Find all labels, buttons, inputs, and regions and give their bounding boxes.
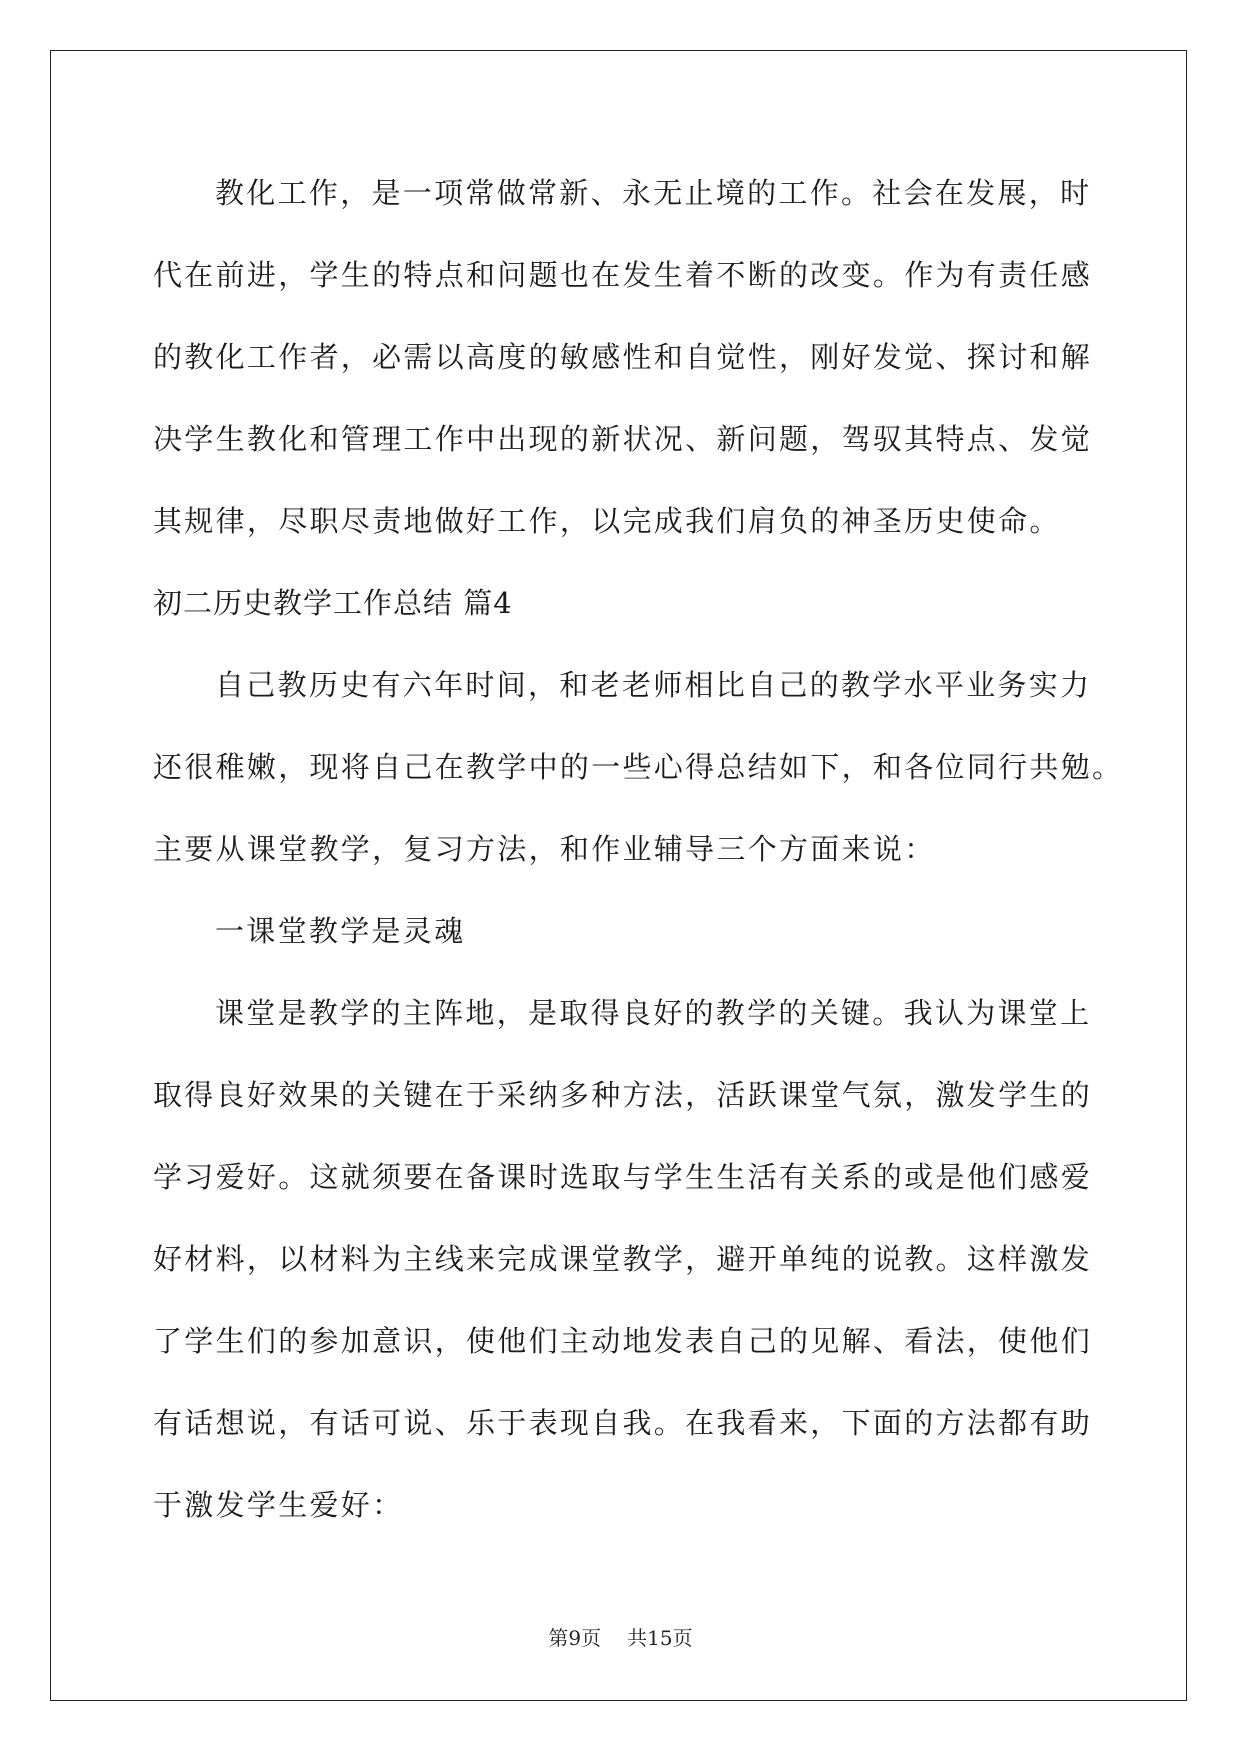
- paragraph-line: 好材料，以材料为主线来完成课堂教学，避开单纯的说教。这样激发: [153, 1242, 1093, 1276]
- page-total: 共15页: [627, 1626, 693, 1650]
- subheading: 一课堂教学是灵魂: [215, 914, 466, 948]
- paragraph-line: 的教化工作者，必需以高度的敏感性和自觉性，刚好发觉、探讨和解: [153, 340, 1093, 374]
- paragraph-line: 还很稚嫩，现将自己在教学中的一些心得总结如下，和各位同行共勉。: [153, 750, 1124, 784]
- page-footer: [0, 1622, 1241, 1651]
- document-body: [153, 160, 1124, 1554]
- paragraph-line: 自己教历史有六年时间，和老老师相比自己的教学水平业务实力: [215, 668, 1092, 702]
- page-number: 第9页: [548, 1626, 602, 1650]
- paragraph-line: 决学生教化和管理工作中出现的新状况、新问题，驾驭其特点、发觉: [153, 422, 1093, 456]
- paragraph-line: 主要从课堂教学，复习方法，和作业辅导三个方面来说：: [153, 832, 936, 866]
- paragraph-line: 有话想说，有话可说、乐于表现自我。在我看来，下面的方法都有助: [153, 1406, 1093, 1440]
- paragraph-line: 于激发学生爱好：: [153, 1488, 404, 1522]
- paragraph-line: 课堂是教学的主阵地，是取得良好的教学的关键。我认为课堂上: [215, 996, 1092, 1030]
- paragraph-line: 了学生们的参加意识，使他们主动地发表自己的见解、看法，使他们: [153, 1324, 1093, 1358]
- paragraph-line: 学习爱好。这就须要在备课时选取与学生生活有关系的或是他们感爱: [153, 1160, 1093, 1194]
- paragraph-line: 取得良好效果的关键在于采纳多种方法，活跃课堂气氛，激发学生的: [153, 1078, 1093, 1112]
- paragraph-line: 教化工作，是一项常做常新、永无止境的工作。社会在发展，时: [215, 176, 1092, 210]
- paragraph-line: 代在前进，学生的特点和问题也在发生着不断的改变。作为有责任感: [153, 258, 1093, 292]
- section-heading: 初二历史教学工作总结 篇4: [153, 586, 513, 620]
- paragraph-line: 其规律，尽职尽责地做好工作，以完成我们肩负的神圣历史使命。: [153, 504, 1061, 538]
